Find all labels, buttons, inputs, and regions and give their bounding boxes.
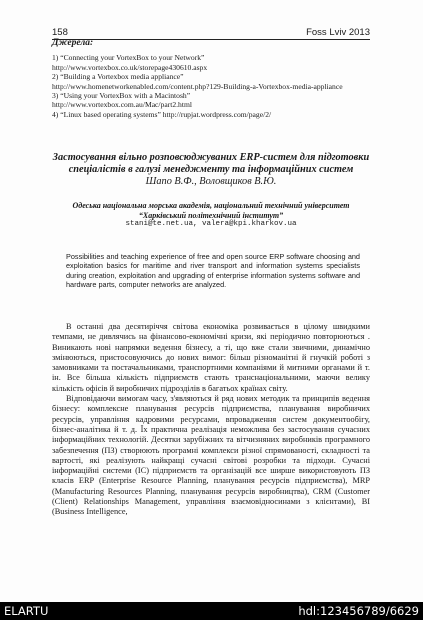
abstract: Possibilities and teaching experience of free and open source ERP software choosing and exploitation basics for maritime and river transport and information systems specialists during creation, exploitation and upgrading of enterprise information systems software and hardware parts, computer networks are analyzed. — [66, 252, 360, 290]
references-heading: Джерела: — [52, 38, 94, 48]
reference-line: 1) “Connecting your VortexBox to your Network” — [52, 53, 205, 63]
affiliation-line-2: “Харківський політехнічний інститут” — [138, 210, 284, 220]
article-title-block — [52, 152, 370, 230]
affiliation-line-1: Одеська національна морська академія, національний технічний університет — [72, 201, 350, 210]
reference-line: 4) “Linux based operating systems” http://rupjat.wordpress.com/page/2/ — [52, 109, 272, 119]
article-authors: Шапо В.Ф., Воловщиков В.Ю. — [145, 176, 277, 187]
reference-line: 2) “Building a Vortexbox media appliance” — [52, 72, 184, 82]
author-emails: stani@te.net.ua, valera@kpi.kharkov.ua — [125, 220, 297, 229]
affiliation — [52, 201, 370, 220]
article-body — [52, 322, 370, 518]
article-title: Застосування вільно розповсюджуваних ERP-систем для підготовки спеціалістів в галузі менеджменту та інформаційних систем — [52, 152, 370, 175]
references-section — [52, 39, 370, 119]
handle-id: hdl:123456789/6629 — [298, 604, 419, 618]
repository-footer-bar — [0, 602, 423, 620]
page-number: 158 — [52, 27, 68, 38]
reference-line: 3) “Using your VortexBox with a Macintosh” — [52, 91, 191, 101]
body-paragraph: Відповідаючи вимогам часу, з'являються й ряд нових методик та принципів ведення бізнесу: комплексне планування ресурсів підприємства, планування виробничих ресурсів, управління кадровими ресурсами, впровадження систем документообігу, бізнес-аналітика й т. д. Їх практична реалізація неможлива без застосування сучасних інформаційних технологій. Десятки зарубіжних та вітчизняних виробників програмного забезпечення (ПЗ) створюють програмні комплекси різної спрямованості, складності та вартості, які реалізують найкращі сучасні світові розробки та підходи. Сучасні інформаційні системи (ІС) підприємств та організацій все ширше використовують ПЗ класів ERP (Enterprise Resource Planning, планування ресурсів підприємства), MRP (Manufacturing Resources Planning, планування ресурсів виробництва), CRM (Customer (Client) Relationships Management, управління взаємовідносинами з клієнтами), BI (Business Intelligence, — [52, 394, 370, 517]
journal-name: Foss Lviv 2013 — [306, 27, 370, 38]
repository-name: ELARTU — [4, 604, 49, 618]
body-paragraph: В останні два десятиріччя світова економіка розвивається в цілому швидкими темпами, не дивлячись на фінансово-економічні кризи, які періодично повторюються . Виникають нові напрямки ведення бізнесу, а ті, що вже стали звичними, динамічно змінюються, пристосовуючись до нових вимог: більш різноманітні й гнучкій роботі з замовниками та постачальниками, транспортними компаніями й митними органами й т. ін. Все більша кількість підприємств стають транснаціональними, маючи велику кількість офісів й виробничих підрозділів в багатьох країнах світу. — [52, 322, 370, 393]
reference-link[interactable]: http://www.vortexbox.com.au/Mac/part2.html — [52, 100, 192, 110]
reference-link[interactable]: http://www.vortexbox.co.uk/storepage430610.aspx — [52, 62, 208, 72]
reference-link[interactable]: http://www.homenetworkenabled.com/content.php?129-Building-a-Vortexbox-media-appliance — [52, 81, 343, 91]
